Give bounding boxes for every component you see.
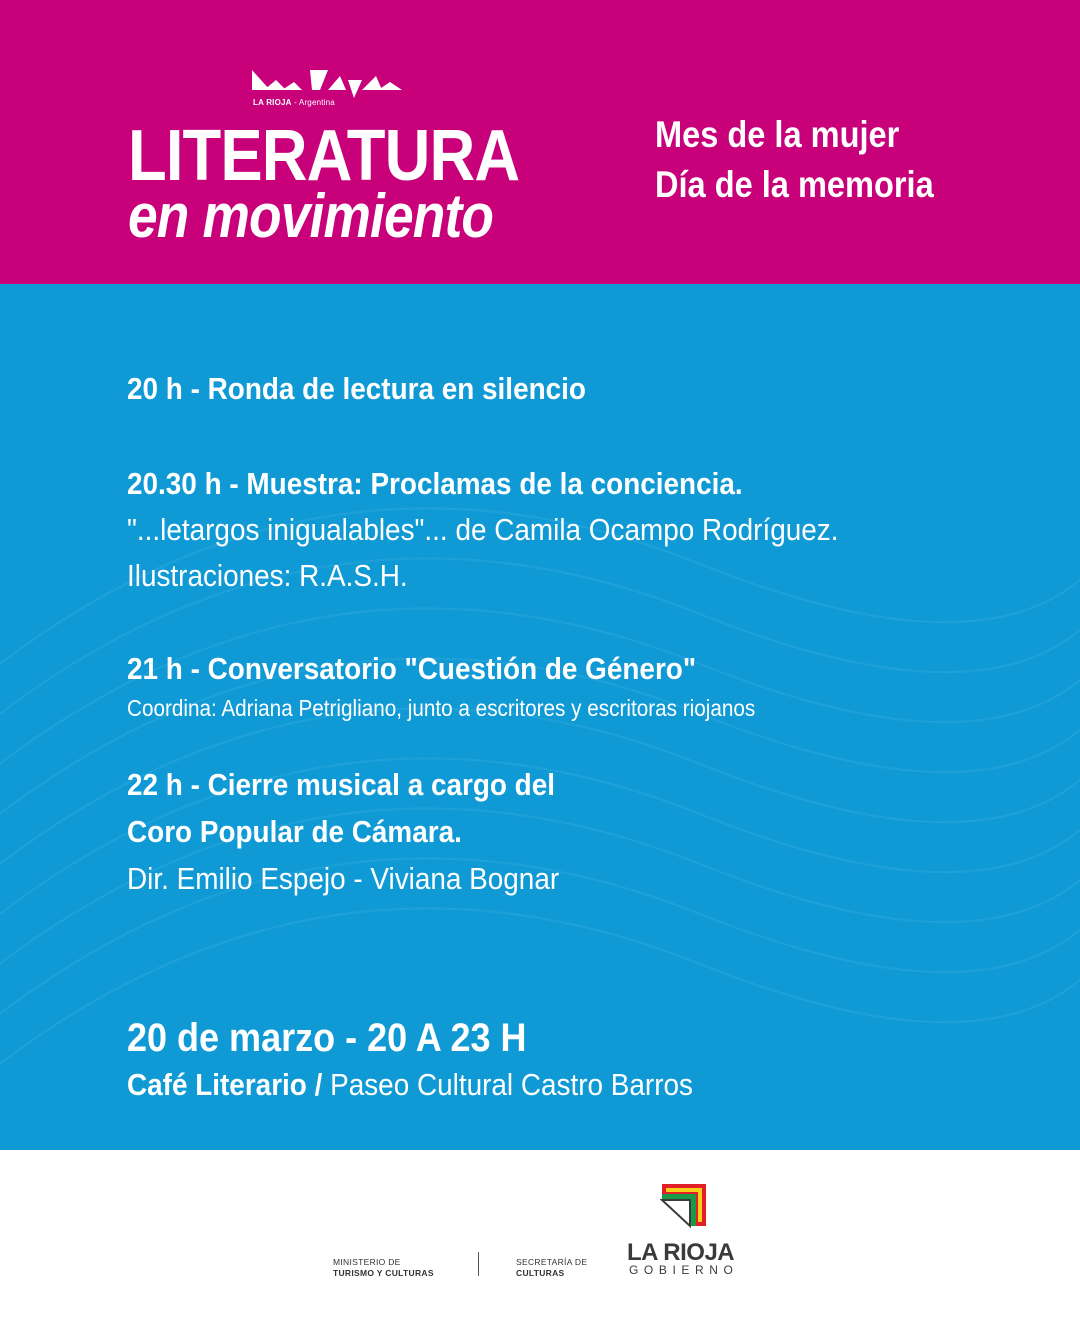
event-venue: Café Literario / Paseo Cultural Castro Barros: [127, 1067, 693, 1102]
event-item-4: 22 h - Cierre musical a cargo del: [127, 767, 556, 802]
la-rioja-gobierno-emblem-icon: [660, 1178, 710, 1234]
la-rioja-brand-logo: [250, 68, 405, 100]
event-item-1: 20 h - Ronda de lectura en silencio: [127, 371, 586, 406]
event-4-detail: Dir. Emilio Espejo - Viviana Bognar: [127, 861, 560, 896]
header-banner: [0, 0, 1080, 284]
secretaria-label: SECRETARÍA DE CULTURAS: [516, 1257, 588, 1278]
footer-divider: [478, 1252, 479, 1276]
brand-caption: LA RIOJA - Argentina: [253, 98, 335, 107]
gov-logo-subtitle: GOBIERNO: [629, 1263, 739, 1277]
tagline-mes-de-la-mujer: Mes de la mujer: [655, 114, 900, 155]
footer: [0, 1150, 1080, 1326]
event-date: 20 de marzo - 20 A 23 H: [127, 1016, 527, 1060]
event-3-detail: Coordina: Adriana Petrigliano, junto a escritores y escritoras riojanos: [127, 695, 756, 721]
event-4-title-line2: Coro Popular de Cámara.: [127, 814, 462, 849]
tagline-dia-de-la-memoria: Día de la memoria: [655, 164, 934, 205]
title-en-movimiento: en movimiento: [128, 182, 494, 251]
gov-logo-name: LA RIOJA: [627, 1239, 735, 1266]
event-item-2: 20.30 h - Muestra: Proclamas de la conciencia.: [127, 466, 743, 501]
event-2-detail: "...letargos inigualables"... de Camila Ocampo Rodríguez.: [127, 512, 839, 547]
event-2-illustrations: Ilustraciones: R.A.S.H.: [127, 558, 408, 593]
title-literatura: LITERATURA: [128, 116, 520, 196]
ministry-label: MINISTERIO DE TURISMO Y CULTURAS: [333, 1257, 434, 1278]
event-item-3: 21 h - Conversatorio "Cuestión de Género": [127, 651, 697, 686]
